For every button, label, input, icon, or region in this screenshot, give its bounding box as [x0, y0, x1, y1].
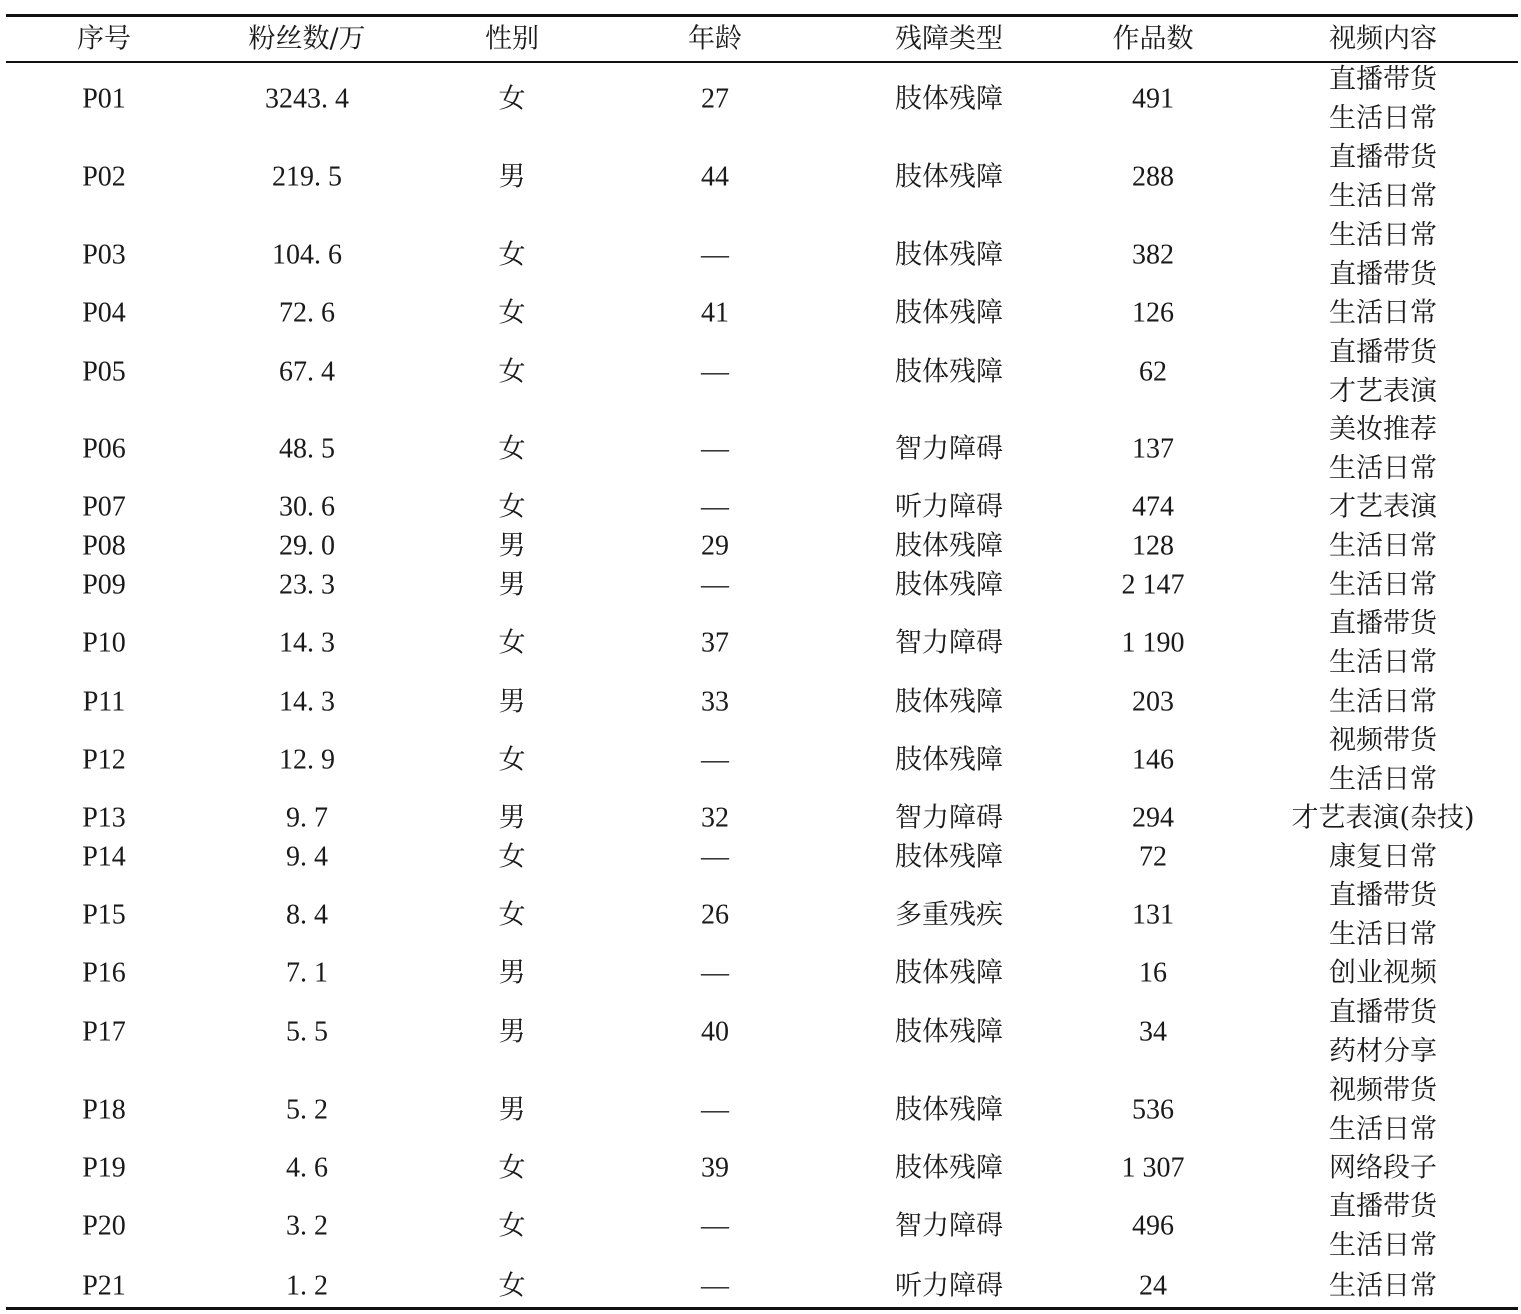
column-header-age: 年龄	[688, 23, 742, 55]
content-line: 生活日常	[1329, 686, 1437, 718]
cell-content	[1329, 1187, 1437, 1265]
cell-age: —	[701, 569, 729, 601]
cell-fans: 3. 2	[286, 1210, 328, 1242]
cell-fans: 72. 6	[279, 297, 335, 329]
cell-fans: 5. 2	[286, 1094, 328, 1126]
content-line: 生活日常	[1329, 1114, 1437, 1145]
cell-fans: 1. 2	[286, 1270, 328, 1302]
table-top-rule	[6, 14, 1518, 17]
cell-disability-type: 智力障碍	[895, 802, 1003, 834]
cell-gender: 女	[498, 744, 526, 776]
cell-id: P14	[82, 841, 126, 873]
cell-content	[1329, 566, 1437, 605]
cell-works: 536	[1132, 1094, 1174, 1126]
cell-fans: 23. 3	[279, 569, 335, 601]
content-line: 生活日常	[1329, 103, 1437, 134]
content-line: 直播带货	[1329, 142, 1437, 173]
cell-disability-type: 肢体残障	[895, 530, 1003, 562]
column-header-disability-type: 残障类型	[895, 23, 1003, 55]
column-header-works: 作品数	[1112, 23, 1194, 55]
cell-id: P09	[82, 569, 126, 601]
cell-gender: 男	[498, 1016, 526, 1048]
cell-id: P01	[82, 83, 126, 115]
content-line: 生活日常	[1329, 919, 1437, 950]
table-header-rule	[6, 61, 1518, 63]
cell-fans: 8. 4	[286, 899, 328, 931]
cell-fans: 14. 3	[279, 686, 335, 718]
table-bottom-rule	[6, 1307, 1518, 1310]
cell-id: P18	[82, 1094, 126, 1126]
cell-gender: 女	[498, 841, 526, 873]
cell-gender: 女	[498, 433, 526, 465]
cell-id: P02	[82, 161, 126, 193]
content-line: 生活日常	[1329, 1270, 1437, 1302]
cell-age: 39	[701, 1152, 729, 1184]
cell-gender: 女	[498, 899, 526, 931]
cell-works: 1 190	[1121, 627, 1185, 659]
cell-works: 128	[1132, 530, 1174, 562]
content-line: 生活日常	[1329, 1230, 1437, 1261]
cell-age: 37	[701, 627, 729, 659]
cell-fans: 67. 4	[279, 356, 335, 388]
cell-fans: 3243. 4	[265, 83, 349, 115]
content-line: 才艺表演(杂技)	[1291, 802, 1475, 834]
cell-gender: 女	[498, 491, 526, 523]
cell-content	[1329, 333, 1437, 411]
cell-works: 496	[1132, 1210, 1174, 1242]
cell-disability-type: 听力障碍	[895, 1270, 1003, 1302]
content-line: 康复日常	[1329, 841, 1437, 873]
cell-fans: 9. 7	[286, 802, 328, 834]
cell-content	[1329, 721, 1437, 799]
cell-id: P16	[82, 957, 126, 989]
content-line: 创业视频	[1329, 957, 1437, 989]
cell-age: 32	[701, 802, 729, 834]
cell-age: 41	[701, 297, 729, 329]
cell-age: —	[701, 491, 729, 523]
cell-disability-type: 智力障碍	[895, 627, 1003, 659]
cell-id: P17	[82, 1016, 126, 1048]
cell-fans: 30. 6	[279, 491, 335, 523]
cell-age: —	[701, 744, 729, 776]
content-line: 直播带货	[1329, 880, 1437, 911]
cell-fans: 9. 4	[286, 841, 328, 873]
cell-content	[1329, 294, 1437, 333]
cell-content	[1329, 138, 1437, 216]
content-line: 直播带货	[1329, 997, 1437, 1028]
cell-disability-type: 肢体残障	[895, 569, 1003, 601]
cell-disability-type: 肢体残障	[895, 239, 1003, 271]
cell-works: 146	[1132, 744, 1174, 776]
cell-works: 203	[1132, 686, 1174, 718]
cell-id: P08	[82, 530, 126, 562]
content-line: 视频带货	[1329, 725, 1437, 756]
cell-id: P10	[82, 627, 126, 659]
cell-content	[1329, 993, 1437, 1071]
cell-content	[1329, 876, 1437, 954]
cell-age: 44	[701, 161, 729, 193]
content-line: 生活日常	[1329, 569, 1437, 601]
cell-id: P05	[82, 356, 126, 388]
cell-gender: 男	[498, 530, 526, 562]
cell-id: P19	[82, 1152, 126, 1184]
cell-disability-type: 肢体残障	[895, 161, 1003, 193]
cell-works: 382	[1132, 239, 1174, 271]
cell-works: 62	[1139, 356, 1167, 388]
content-line: 生活日常	[1329, 764, 1437, 795]
cell-age: 40	[701, 1016, 729, 1048]
cell-content	[1329, 1149, 1437, 1188]
column-header-id: 序号	[77, 23, 131, 55]
cell-disability-type: 肢体残障	[895, 957, 1003, 989]
cell-disability-type: 听力障碍	[895, 491, 1003, 523]
cell-gender: 男	[498, 569, 526, 601]
cell-age: 29	[701, 530, 729, 562]
cell-fans: 14. 3	[279, 627, 335, 659]
cell-fans: 4. 6	[286, 1152, 328, 1184]
cell-id: P07	[82, 491, 126, 523]
cell-gender: 女	[498, 239, 526, 271]
cell-content	[1329, 683, 1437, 722]
cell-id: P15	[82, 899, 126, 931]
cell-content	[1329, 410, 1437, 488]
cell-disability-type: 肢体残障	[895, 686, 1003, 718]
cell-content	[1329, 488, 1437, 527]
cell-fans: 7. 1	[286, 957, 328, 989]
cell-gender: 女	[498, 1210, 526, 1242]
content-line: 生活日常	[1329, 181, 1437, 212]
cell-works: 72	[1139, 841, 1167, 873]
cell-content	[1329, 604, 1437, 682]
cell-works: 34	[1139, 1016, 1167, 1048]
content-line: 美妆推荐	[1329, 414, 1437, 445]
cell-works: 294	[1132, 802, 1174, 834]
cell-works: 24	[1139, 1270, 1167, 1302]
cell-gender: 女	[498, 356, 526, 388]
cell-disability-type: 肢体残障	[895, 83, 1003, 115]
cell-content	[1291, 799, 1474, 838]
content-line: 直播带货	[1329, 608, 1437, 639]
cell-id: P13	[82, 802, 126, 834]
cell-age: —	[701, 1270, 729, 1302]
cell-id: P03	[82, 239, 126, 271]
cell-age: —	[701, 841, 729, 873]
cell-disability-type: 肢体残障	[895, 297, 1003, 329]
cell-id: P20	[82, 1210, 126, 1242]
cell-disability-type: 肢体残障	[895, 1016, 1003, 1048]
cell-age: —	[701, 957, 729, 989]
content-line: 生活日常	[1329, 647, 1437, 678]
cell-disability-type: 肢体残障	[895, 744, 1003, 776]
cell-works: 1 307	[1121, 1152, 1185, 1184]
content-line: 直播带货	[1329, 1191, 1437, 1222]
cell-gender: 男	[498, 957, 526, 989]
cell-works: 474	[1132, 491, 1174, 523]
cell-works: 2 147	[1121, 569, 1185, 601]
cell-age: —	[701, 239, 729, 271]
cell-works: 137	[1132, 433, 1174, 465]
cell-fans: 5. 5	[286, 1016, 328, 1048]
cell-fans: 48. 5	[279, 433, 335, 465]
cell-disability-type: 肢体残障	[895, 356, 1003, 388]
cell-age: —	[701, 1094, 729, 1126]
cell-gender: 男	[498, 802, 526, 834]
content-line: 视频带货	[1329, 1075, 1437, 1106]
cell-works: 288	[1132, 161, 1174, 193]
content-line: 网络段子	[1329, 1152, 1437, 1184]
content-line: 生活日常	[1329, 220, 1437, 251]
cell-age: 33	[701, 686, 729, 718]
column-header-gender: 性别	[485, 23, 539, 55]
cell-content	[1329, 1071, 1437, 1149]
cell-content	[1329, 527, 1437, 566]
cell-works: 126	[1132, 297, 1174, 329]
cell-id: P12	[82, 744, 126, 776]
cell-gender: 女	[498, 1152, 526, 1184]
cell-age: —	[701, 433, 729, 465]
cell-id: P21	[82, 1270, 126, 1302]
content-line: 才艺表演	[1329, 491, 1437, 523]
content-line: 直播带货	[1329, 64, 1437, 95]
cell-disability-type: 智力障碍	[895, 1210, 1003, 1242]
cell-age: 26	[701, 899, 729, 931]
content-line: 生活日常	[1329, 297, 1437, 329]
cell-disability-type: 肢体残障	[895, 1094, 1003, 1126]
content-line: 直播带货	[1329, 259, 1437, 290]
cell-fans: 29. 0	[279, 530, 335, 562]
content-line: 药材分享	[1329, 1036, 1437, 1067]
cell-id: P06	[82, 433, 126, 465]
cell-gender: 女	[498, 1270, 526, 1302]
cell-gender: 女	[498, 627, 526, 659]
cell-content	[1329, 60, 1437, 138]
cell-works: 491	[1132, 83, 1174, 115]
cell-works: 131	[1132, 899, 1174, 931]
cell-disability-type: 肢体残障	[895, 1152, 1003, 1184]
cell-disability-type: 肢体残障	[895, 841, 1003, 873]
cell-id: P04	[82, 297, 126, 329]
cell-id: P11	[82, 686, 126, 718]
cell-fans: 12. 9	[279, 744, 335, 776]
cell-gender: 女	[498, 297, 526, 329]
cell-age: —	[701, 1210, 729, 1242]
cell-content	[1329, 1267, 1437, 1306]
cell-age: 27	[701, 83, 729, 115]
cell-gender: 男	[498, 161, 526, 193]
cell-disability-type: 智力障碍	[895, 433, 1003, 465]
column-header-fans: 粉丝数/万	[248, 23, 366, 55]
content-line: 才艺表演	[1329, 376, 1437, 407]
cell-content	[1329, 954, 1437, 993]
content-line: 直播带货	[1329, 337, 1437, 368]
cell-gender: 男	[498, 686, 526, 718]
column-header-content: 视频内容	[1329, 23, 1437, 55]
cell-gender: 男	[498, 1094, 526, 1126]
cell-fans: 104. 6	[272, 239, 342, 271]
content-line: 生活日常	[1329, 530, 1437, 562]
cell-age: —	[701, 356, 729, 388]
cell-gender: 女	[498, 83, 526, 115]
cell-disability-type: 多重残疾	[895, 899, 1003, 931]
cell-fans: 219. 5	[272, 161, 342, 193]
cell-content	[1329, 838, 1437, 877]
cell-content	[1329, 216, 1437, 294]
cell-works: 16	[1139, 957, 1167, 989]
content-line: 生活日常	[1329, 453, 1437, 484]
